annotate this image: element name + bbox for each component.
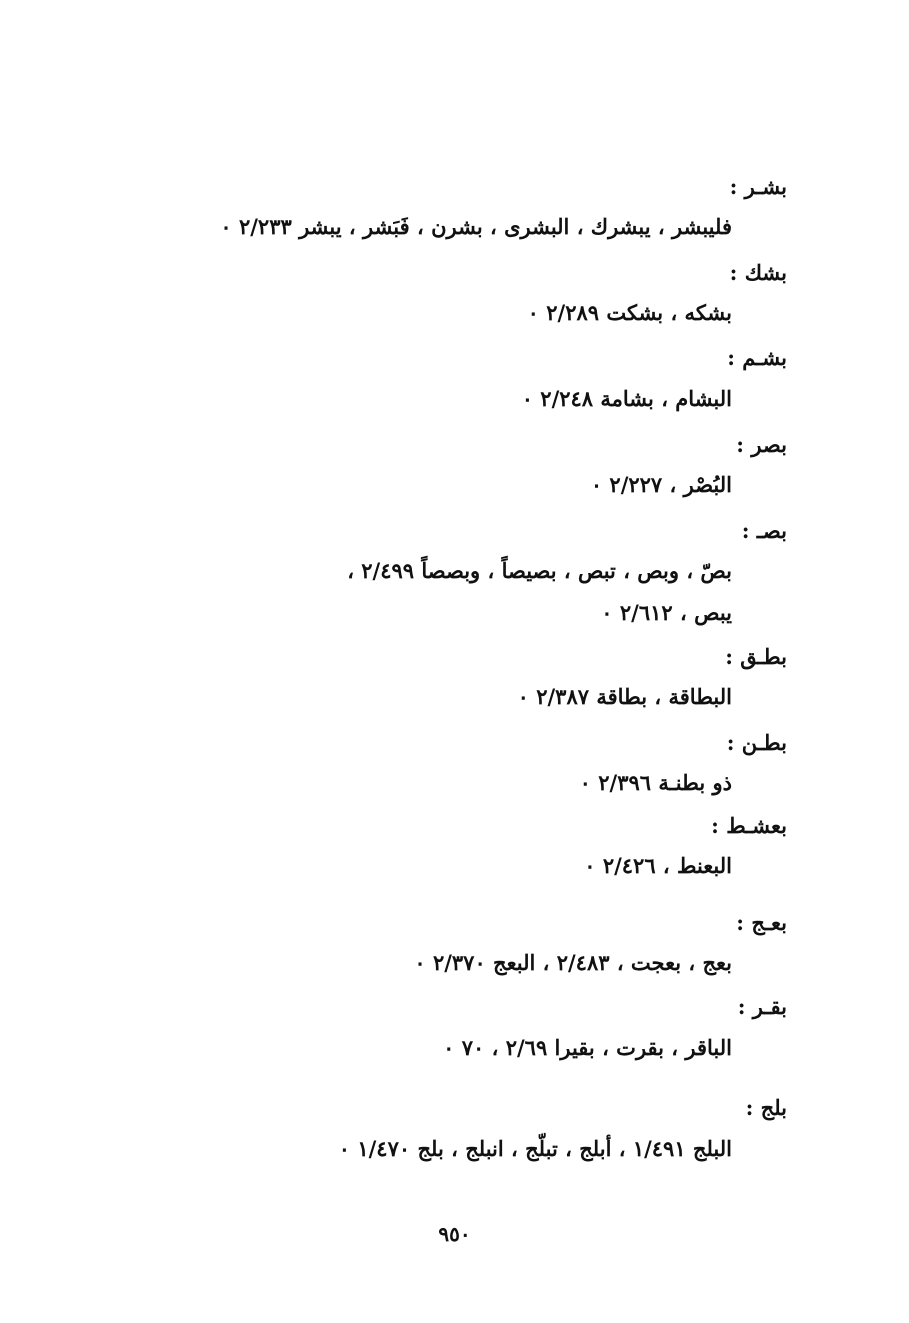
entry-line: بعج ، بعجت ، ٢/٤٨٣ ، البعج ٢/٣٧٠ ٠ [414,950,732,975]
root-heading: بطـن : [726,730,787,755]
root-heading: بشـر : [729,174,787,199]
entry-line: ذو بطنـة ٢/٣٩٦ ٠ [579,770,732,795]
root-heading: بشك : [729,260,787,285]
root-heading: بعشـط : [711,813,787,838]
entry-line: فليبشر ، يبشرك ، البشرى ، بشرن ، فَبَشر ، يبشر ٢/٢٣٣ ٠ [220,214,732,239]
entry-line: البطاقة ، بطاقة ٢/٣٨٧ ٠ [517,684,732,709]
entry-line: الباقر ، بقرت ، بقيرا ٢/٦٩ ، ٧٠ ٠ [443,1035,732,1060]
entry-line: البُصْر ، ٢/٢٢٧ ٠ [590,472,732,497]
entry-line: بصّ ، وبص ، تبص ، بصيصاً ، وبصصاً ٢/٤٩٩ ، [347,558,732,583]
root-heading: بصر : [736,432,787,457]
root-heading: بلج : [745,1095,787,1120]
root-heading: بطـق : [725,644,787,669]
root-heading: بصـ : [741,518,787,543]
root-heading: بشـم : [727,345,787,370]
root-heading: بعـج : [736,910,787,935]
entry-line: يبص ، ٢/٦١٢ ٠ [601,600,732,625]
entry-line: البعنط ، ٢/٤٢٦ ٠ [584,853,732,878]
entry-line: بشكه ، بشكت ٢/٢٨٩ ٠ [527,300,732,325]
page-number: ٩٥٠ [438,1222,471,1246]
entry-line: البشام ، بشامة ٢/٢٤٨ ٠ [521,386,732,411]
entry-line: البلج ١/٤٩١ ، أبلج ، تبلّج ، انبلج ، بلج ١/٤٧٠ ٠ [338,1136,732,1161]
root-heading: بقـر : [737,994,787,1019]
